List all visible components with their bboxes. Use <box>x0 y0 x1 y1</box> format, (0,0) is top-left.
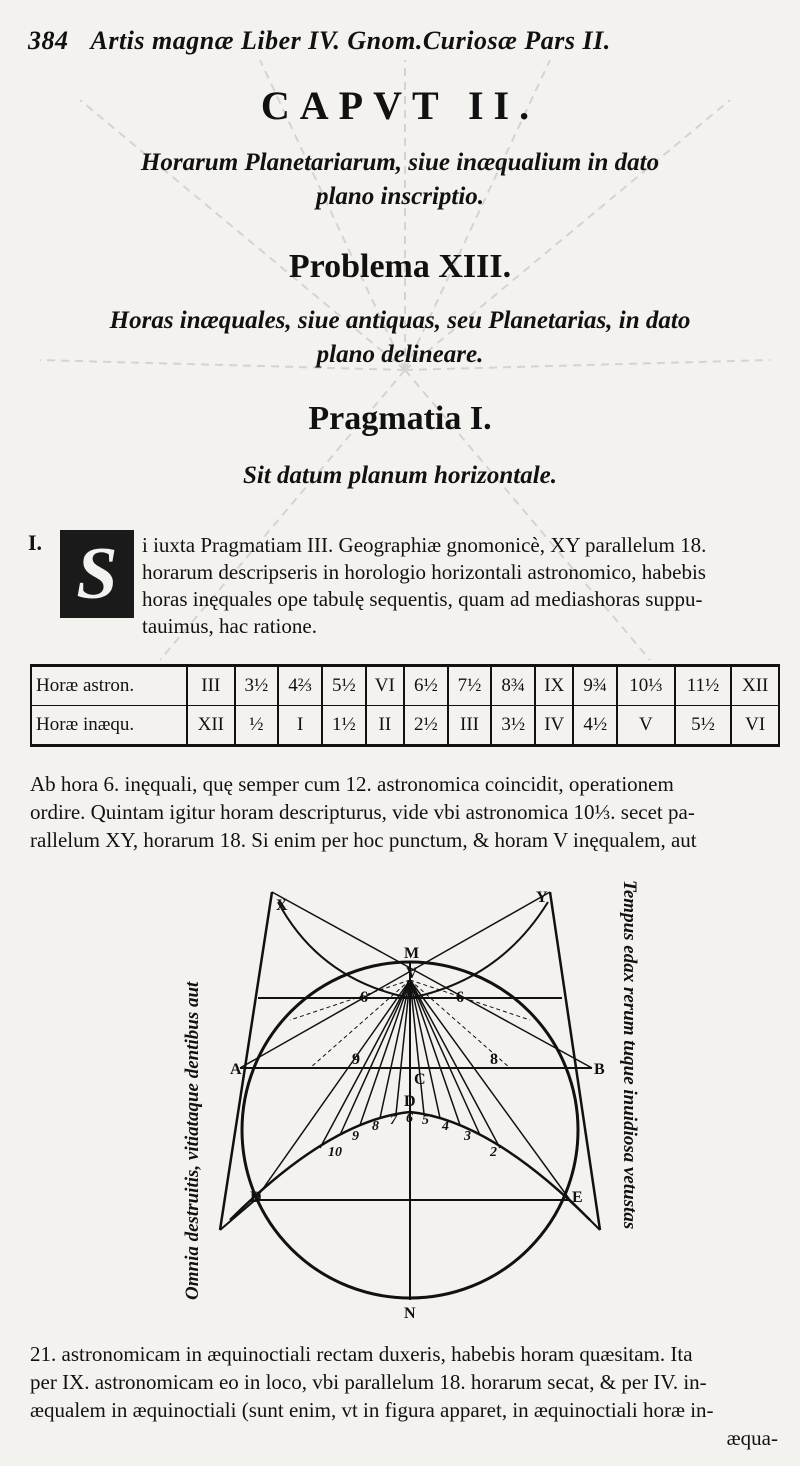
label-6-left: 6 <box>360 989 368 1006</box>
label-C: C <box>414 1071 426 1088</box>
label-V: V <box>406 965 418 982</box>
label-9: 9 <box>352 1051 360 1068</box>
table-cell: I <box>278 706 322 746</box>
text-line: ordire. Quintam igitur horam descripturus, vide vbi astronomica 10⅓. secet pa- <box>30 800 695 824</box>
table-cell: VI <box>731 706 779 746</box>
table-cell: 9¾ <box>573 666 617 706</box>
curve-number: 6 <box>406 1111 413 1126</box>
sundial-diagram <box>160 880 660 1330</box>
text-line: 21. astronomicam in æquinoctiali rectam duxeris, habebis horam quæsitam. Ita <box>30 1342 693 1366</box>
curve-number: 7 <box>390 1113 397 1128</box>
table-cell: 1½ <box>322 706 366 746</box>
curve-number: 2 <box>490 1145 497 1160</box>
table-cell: 3½ <box>491 706 535 746</box>
diagonal-line <box>240 892 550 1068</box>
table-cell: 2½ <box>404 706 448 746</box>
decorated-initial: S <box>60 530 134 618</box>
table-cell: II <box>366 706 404 746</box>
text-line: tauimus, hac ratione. <box>142 614 317 638</box>
label-M-top: M <box>404 945 420 962</box>
label-N-bottom: N <box>404 1305 416 1322</box>
curve-number: 10 <box>328 1145 342 1160</box>
running-header <box>28 26 778 56</box>
table-cell: IV <box>535 706 573 746</box>
chapter-title: CAPVT II. <box>260 83 540 128</box>
curve-number: 5 <box>422 1113 429 1128</box>
text-line: rallelum XY, horarum 18. Si enim per hoc punctum, & horam V inęqualem, aut <box>30 828 697 852</box>
chapter-subtitle <box>40 146 760 214</box>
curve-number: 4 <box>442 1119 449 1134</box>
table-cell: 8¾ <box>491 666 535 706</box>
label-A: A <box>230 1061 242 1078</box>
table-row-inaequ <box>31 706 779 746</box>
curve-number: 9 <box>352 1129 359 1144</box>
paragraph-3 <box>30 1340 778 1452</box>
table-cell: 7½ <box>448 666 492 706</box>
table-cell: III <box>448 706 492 746</box>
curve-number: 8 <box>372 1119 379 1134</box>
running-title: Artis magnæ Liber IV. Gnom.Curiosæ Pars II. <box>90 26 611 55</box>
hours-table <box>30 664 780 747</box>
right-vertical-inscription: Tempus edax rerum tuque inuidiosa vetustas <box>619 880 640 1230</box>
label-B: B <box>594 1061 605 1078</box>
hour-line <box>410 980 480 1135</box>
paragraph-1-text <box>142 532 772 640</box>
table-cell: XII <box>187 706 235 746</box>
problem-statement-line: Horas inæquales, siue antiquas, seu Planetarias, in dato <box>109 307 691 334</box>
table-cell: ½ <box>235 706 279 746</box>
left-side-line <box>220 892 272 1230</box>
label-D-left: D <box>250 1189 262 1206</box>
pragmatia-subtitle: Sit datum planum horizontale. <box>243 462 557 489</box>
text-line: horas inęquales ope tabulę sequentis, quam ad mediashoras suppu- <box>142 587 703 611</box>
label-8: 8 <box>490 1051 498 1068</box>
table-cell: 6½ <box>404 666 448 706</box>
page-number: 384 <box>28 26 69 55</box>
label-6-right: 6 <box>456 989 464 1006</box>
table-cell: 11½ <box>675 666 732 706</box>
label-X: X <box>276 897 288 914</box>
table-cell: XII <box>731 666 779 706</box>
chapter-subtitle-line: plano inscriptio. <box>315 183 485 210</box>
table-cell: V <box>617 706 675 746</box>
paragraph-number: I. <box>28 530 43 555</box>
catchword: æqua- <box>726 1426 778 1450</box>
problem-statement <box>40 304 760 372</box>
table-cell: 3½ <box>235 666 279 706</box>
right-side-line <box>550 892 600 1230</box>
table-cell: 5½ <box>675 706 732 746</box>
left-vertical-inscription: Omnia destruitis, vitiataque dentibus aut <box>182 981 203 1300</box>
text-line: Ab hora 6. inęquali, quę semper cum 12. astronomica coincidit, operationem <box>30 772 674 796</box>
text-line: horarum descripseris in horologio horizontali astronomico, habebis <box>142 560 706 584</box>
label-Y: Y <box>536 889 548 906</box>
chapter-subtitle-line: Horarum Planetariarum, siue inæqualium in dato <box>140 149 660 176</box>
table-cell: 5½ <box>322 666 366 706</box>
row-label: Horæ inæqu. <box>31 706 187 746</box>
problem-title: Problema XIII. <box>288 248 512 285</box>
curve-number: 3 <box>464 1129 471 1144</box>
table-row-astron <box>31 666 779 706</box>
text-line: æqualem in æquinoctiali (sunt enim, vt in figura apparet, in æquinoctiali horæ in- <box>30 1398 714 1422</box>
problem-statement-line: plano delineare. <box>316 341 484 368</box>
table-cell: 4½ <box>573 706 617 746</box>
table-cell: III <box>187 666 235 706</box>
text-line: i iuxta Pragmatiam III. Geographiæ gnomonicè, XY parallelum 18. <box>142 533 707 557</box>
table-cell: IX <box>535 666 573 706</box>
table-cell: VI <box>366 666 404 706</box>
hour-line <box>340 980 410 1135</box>
text-line: per IX. astronomicam eo in loco, vbi parallelum 18. horarum secat, & per IV. in- <box>30 1370 707 1394</box>
table-cell: 4⅔ <box>278 666 322 706</box>
paragraph-2 <box>30 770 778 854</box>
pragmatia-title: Pragmatia I. <box>308 400 492 437</box>
label-E: E <box>572 1189 583 1206</box>
table-cell: 10⅓ <box>617 666 675 706</box>
label-D-center: D <box>404 1093 416 1110</box>
row-label: Horæ astron. <box>31 666 187 706</box>
